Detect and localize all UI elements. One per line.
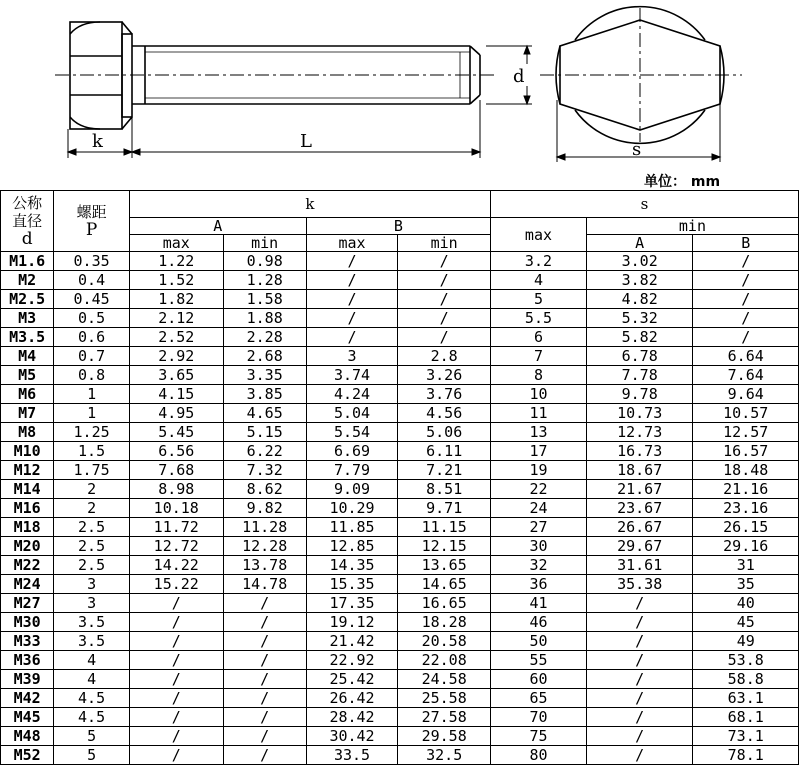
cell-s-min-b: 45 bbox=[693, 613, 799, 632]
cell-k-a-max: 2.52 bbox=[129, 328, 223, 347]
cell-k-b-max: 7.79 bbox=[306, 461, 398, 480]
table-row bbox=[1, 613, 799, 632]
cell-s-min-b: 35 bbox=[693, 575, 799, 594]
cell-s-min-b: 29.16 bbox=[693, 537, 799, 556]
cell-k-a-max: 3.65 bbox=[129, 366, 223, 385]
cell-k-a-min: 1.28 bbox=[223, 271, 306, 290]
cell-k-b-min: 7.21 bbox=[398, 461, 491, 480]
cell-s-max: 55 bbox=[491, 651, 587, 670]
cell-k-b-min: 2.8 bbox=[398, 347, 491, 366]
cell-k-a-max: 1.22 bbox=[129, 252, 223, 271]
cell-k-b-min: 8.51 bbox=[398, 480, 491, 499]
table-row bbox=[1, 328, 799, 347]
cell-k-a-max: 2.12 bbox=[129, 309, 223, 328]
cell-s-min-a: 12.73 bbox=[586, 423, 693, 442]
cell-s-min-a: 5.82 bbox=[586, 328, 693, 347]
cell-s-min-a: 16.73 bbox=[586, 442, 693, 461]
cell-k-a-min: 1.58 bbox=[223, 290, 306, 309]
cell-s-max: 24 bbox=[491, 499, 587, 518]
cell-s-min-a: / bbox=[586, 613, 693, 632]
cell-s-max: 70 bbox=[491, 708, 587, 727]
cell-k-a-min: 14.78 bbox=[223, 575, 306, 594]
cell-k-b-min: 16.65 bbox=[398, 594, 491, 613]
cell-k-a-min: 2.28 bbox=[223, 328, 306, 347]
cell-s-min-b: 26.15 bbox=[693, 518, 799, 537]
cell-d: M7 bbox=[1, 404, 54, 423]
cell-k-b-min: 18.28 bbox=[398, 613, 491, 632]
cell-k-a-min: 4.65 bbox=[223, 404, 306, 423]
cell-pitch: 2.5 bbox=[54, 518, 130, 537]
table-row bbox=[1, 537, 799, 556]
cell-k-a-max: 5.45 bbox=[129, 423, 223, 442]
label-k: k bbox=[92, 131, 103, 152]
cell-s-max: 17 bbox=[491, 442, 587, 461]
header-s-min: min bbox=[586, 218, 798, 235]
table-row bbox=[1, 518, 799, 537]
cell-k-b-max: 30.42 bbox=[306, 727, 398, 746]
cell-pitch: 3 bbox=[54, 594, 130, 613]
cell-s-min-b: 40 bbox=[693, 594, 799, 613]
cell-d: M18 bbox=[1, 518, 54, 537]
cell-k-b-min: 3.76 bbox=[398, 385, 491, 404]
header-k-b-min: min bbox=[398, 235, 491, 252]
header-nominal bbox=[1, 191, 54, 252]
cell-s-min-a: 10.73 bbox=[586, 404, 693, 423]
table-header bbox=[1, 191, 799, 252]
table-row bbox=[1, 651, 799, 670]
cell-k-b-min: 9.71 bbox=[398, 499, 491, 518]
cell-s-min-a: 9.78 bbox=[586, 385, 693, 404]
header-k-b-max: max bbox=[306, 235, 398, 252]
cell-s-min-b: 10.57 bbox=[693, 404, 799, 423]
header-k-a-min: min bbox=[223, 235, 306, 252]
cell-pitch: 1.25 bbox=[54, 423, 130, 442]
header-pitch-label: 螺距 bbox=[76, 203, 107, 221]
cell-k-a-min: 6.22 bbox=[223, 442, 306, 461]
header-s: s bbox=[491, 191, 799, 218]
cell-d: M36 bbox=[1, 651, 54, 670]
cell-s-max: 50 bbox=[491, 632, 587, 651]
table-row bbox=[1, 632, 799, 651]
cell-k-a-max: / bbox=[129, 594, 223, 613]
cell-d: M3 bbox=[1, 309, 54, 328]
cell-k-b-max: 5.04 bbox=[306, 404, 398, 423]
cell-k-b-max: 6.69 bbox=[306, 442, 398, 461]
cell-k-b-min: 5.06 bbox=[398, 423, 491, 442]
cell-s-max: 36 bbox=[491, 575, 587, 594]
cell-s-max: 10 bbox=[491, 385, 587, 404]
cell-d: M8 bbox=[1, 423, 54, 442]
cell-k-b-min: 27.58 bbox=[398, 708, 491, 727]
table-row bbox=[1, 442, 799, 461]
table-row bbox=[1, 556, 799, 575]
cell-s-min-a: / bbox=[586, 594, 693, 613]
cell-s-min-a: 29.67 bbox=[586, 537, 693, 556]
header-s-min-b: B bbox=[693, 235, 799, 252]
cell-pitch: 4 bbox=[54, 670, 130, 689]
cell-k-a-max: 1.82 bbox=[129, 290, 223, 309]
cell-k-a-min: 3.85 bbox=[223, 385, 306, 404]
cell-pitch: 0.4 bbox=[54, 271, 130, 290]
cell-pitch: 1 bbox=[54, 404, 130, 423]
cell-d: M27 bbox=[1, 594, 54, 613]
cell-s-max: 5 bbox=[491, 290, 587, 309]
cell-k-b-min: / bbox=[398, 252, 491, 271]
cell-d: M33 bbox=[1, 632, 54, 651]
table-row bbox=[1, 480, 799, 499]
cell-d: M24 bbox=[1, 575, 54, 594]
cell-k-a-min: / bbox=[223, 613, 306, 632]
table-row bbox=[1, 499, 799, 518]
label-L: L bbox=[300, 131, 312, 152]
table-row bbox=[1, 423, 799, 442]
cell-d: M42 bbox=[1, 689, 54, 708]
cell-pitch: 2 bbox=[54, 499, 130, 518]
cell-s-min-b: / bbox=[693, 328, 799, 347]
cell-k-b-max: 33.5 bbox=[306, 746, 398, 765]
table-row bbox=[1, 366, 799, 385]
cell-s-max: 41 bbox=[491, 594, 587, 613]
cell-k-b-max: 21.42 bbox=[306, 632, 398, 651]
cell-k-a-max: 12.72 bbox=[129, 537, 223, 556]
cell-k-b-min: 25.58 bbox=[398, 689, 491, 708]
cell-s-min-b: 49 bbox=[693, 632, 799, 651]
cell-k-b-max: 15.35 bbox=[306, 575, 398, 594]
table-body bbox=[1, 252, 799, 765]
cell-k-b-min: 6.11 bbox=[398, 442, 491, 461]
table-row bbox=[1, 594, 799, 613]
cell-k-a-max: 6.56 bbox=[129, 442, 223, 461]
cell-k-b-max: 12.85 bbox=[306, 537, 398, 556]
cell-pitch: 5 bbox=[54, 727, 130, 746]
cell-pitch: 0.45 bbox=[54, 290, 130, 309]
cell-k-a-min: 3.35 bbox=[223, 366, 306, 385]
cell-k-a-min: 5.15 bbox=[223, 423, 306, 442]
cell-k-a-max: / bbox=[129, 632, 223, 651]
cell-s-min-a: 5.32 bbox=[586, 309, 693, 328]
cell-s-min-b: / bbox=[693, 271, 799, 290]
cell-k-b-min: 4.56 bbox=[398, 404, 491, 423]
cell-k-a-max: 8.98 bbox=[129, 480, 223, 499]
cell-k-b-max: 10.29 bbox=[306, 499, 398, 518]
table-row bbox=[1, 404, 799, 423]
cell-k-b-max: 26.42 bbox=[306, 689, 398, 708]
cell-k-a-max: 14.22 bbox=[129, 556, 223, 575]
cell-s-min-b: 21.16 bbox=[693, 480, 799, 499]
cell-d: M14 bbox=[1, 480, 54, 499]
cell-k-b-max: 11.85 bbox=[306, 518, 398, 537]
cell-s-max: 7 bbox=[491, 347, 587, 366]
cell-s-min-b: 7.64 bbox=[693, 366, 799, 385]
cell-k-a-max: 2.92 bbox=[129, 347, 223, 366]
cell-d: M5 bbox=[1, 366, 54, 385]
cell-d: M2 bbox=[1, 271, 54, 290]
cell-pitch: 3 bbox=[54, 575, 130, 594]
cell-s-min-a: / bbox=[586, 651, 693, 670]
header-s-min-a: A bbox=[586, 235, 693, 252]
cell-d: M3.5 bbox=[1, 328, 54, 347]
cell-d: M39 bbox=[1, 670, 54, 689]
header-pitch bbox=[54, 191, 130, 252]
cell-k-a-max: 10.18 bbox=[129, 499, 223, 518]
cell-k-a-min: 1.88 bbox=[223, 309, 306, 328]
cell-s-min-a: 6.78 bbox=[586, 347, 693, 366]
table-row bbox=[1, 708, 799, 727]
cell-k-a-min: / bbox=[223, 670, 306, 689]
cell-k-a-max: / bbox=[129, 613, 223, 632]
cell-k-b-min: 32.5 bbox=[398, 746, 491, 765]
cell-pitch: 0.7 bbox=[54, 347, 130, 366]
cell-s-min-b: 9.64 bbox=[693, 385, 799, 404]
cell-k-a-min: / bbox=[223, 689, 306, 708]
cell-s-max: 3.2 bbox=[491, 252, 587, 271]
cell-s-min-b: 58.8 bbox=[693, 670, 799, 689]
cell-pitch: 3.5 bbox=[54, 613, 130, 632]
cell-k-b-min: 13.65 bbox=[398, 556, 491, 575]
cell-d: M10 bbox=[1, 442, 54, 461]
cell-k-b-max: / bbox=[306, 252, 398, 271]
cell-pitch: 4 bbox=[54, 651, 130, 670]
cell-d: M2.5 bbox=[1, 290, 54, 309]
cell-k-a-max: / bbox=[129, 651, 223, 670]
cell-pitch: 5 bbox=[54, 746, 130, 765]
cell-s-min-a: / bbox=[586, 670, 693, 689]
cell-s-max: 4 bbox=[491, 271, 587, 290]
cell-s-min-b: / bbox=[693, 252, 799, 271]
cell-d: M22 bbox=[1, 556, 54, 575]
cell-s-min-a: / bbox=[586, 632, 693, 651]
cell-k-a-max: 15.22 bbox=[129, 575, 223, 594]
cell-d: M30 bbox=[1, 613, 54, 632]
cell-pitch: 1 bbox=[54, 385, 130, 404]
cell-d: M16 bbox=[1, 499, 54, 518]
bolt-drawing bbox=[0, 0, 800, 190]
cell-k-a-max: / bbox=[129, 689, 223, 708]
cell-k-b-min: 12.15 bbox=[398, 537, 491, 556]
cell-s-min-a: 3.02 bbox=[586, 252, 693, 271]
cell-k-b-min: 20.58 bbox=[398, 632, 491, 651]
cell-k-b-max: 22.92 bbox=[306, 651, 398, 670]
label-s: s bbox=[632, 139, 642, 160]
header-s-max: max bbox=[491, 218, 587, 252]
cell-s-min-a: 31.61 bbox=[586, 556, 693, 575]
table-row bbox=[1, 575, 799, 594]
cell-s-min-a: / bbox=[586, 689, 693, 708]
cell-s-max: 80 bbox=[491, 746, 587, 765]
cell-k-a-min: 9.82 bbox=[223, 499, 306, 518]
cell-s-min-b: / bbox=[693, 290, 799, 309]
cell-k-b-max: 3.74 bbox=[306, 366, 398, 385]
cell-k-b-min: 24.58 bbox=[398, 670, 491, 689]
cell-k-a-min: / bbox=[223, 632, 306, 651]
cell-s-min-a: / bbox=[586, 708, 693, 727]
cell-k-a-max: / bbox=[129, 670, 223, 689]
cell-k-b-max: 19.12 bbox=[306, 613, 398, 632]
table-row bbox=[1, 746, 799, 765]
unit-note: 单位： mm bbox=[644, 174, 721, 190]
cell-s-min-a: 7.78 bbox=[586, 366, 693, 385]
cell-s-min-a: 26.67 bbox=[586, 518, 693, 537]
table-row bbox=[1, 271, 799, 290]
table-row bbox=[1, 689, 799, 708]
cell-k-b-max: 28.42 bbox=[306, 708, 398, 727]
cell-s-min-b: 53.8 bbox=[693, 651, 799, 670]
cell-s-min-b: / bbox=[693, 309, 799, 328]
cell-k-b-min: 11.15 bbox=[398, 518, 491, 537]
cell-pitch: 0.5 bbox=[54, 309, 130, 328]
cell-s-max: 8 bbox=[491, 366, 587, 385]
cell-pitch: 0.8 bbox=[54, 366, 130, 385]
cell-s-max: 46 bbox=[491, 613, 587, 632]
table-row bbox=[1, 385, 799, 404]
cell-k-a-min: / bbox=[223, 727, 306, 746]
cell-pitch: 2.5 bbox=[54, 556, 130, 575]
cell-s-max: 6 bbox=[491, 328, 587, 347]
cell-s-min-a: 35.38 bbox=[586, 575, 693, 594]
table-row bbox=[1, 670, 799, 689]
cell-s-min-b: 68.1 bbox=[693, 708, 799, 727]
cell-k-a-min: 8.62 bbox=[223, 480, 306, 499]
cell-s-max: 27 bbox=[491, 518, 587, 537]
cell-k-a-min: 0.98 bbox=[223, 252, 306, 271]
header-pitch-symbol: P bbox=[85, 220, 98, 240]
header-k-a: A bbox=[129, 218, 306, 235]
cell-k-b-max: / bbox=[306, 309, 398, 328]
cell-k-b-max: 4.24 bbox=[306, 385, 398, 404]
cell-pitch: 4.5 bbox=[54, 708, 130, 727]
cell-k-b-max: 14.35 bbox=[306, 556, 398, 575]
table-row bbox=[1, 309, 799, 328]
cell-k-a-min: / bbox=[223, 651, 306, 670]
cell-k-a-max: 4.15 bbox=[129, 385, 223, 404]
header-k-a-max: max bbox=[129, 235, 223, 252]
cell-pitch: 2 bbox=[54, 480, 130, 499]
cell-s-min-b: 63.1 bbox=[693, 689, 799, 708]
cell-s-min-b: 31 bbox=[693, 556, 799, 575]
cell-s-min-a: 18.67 bbox=[586, 461, 693, 480]
label-d: d bbox=[513, 66, 525, 87]
cell-pitch: 0.35 bbox=[54, 252, 130, 271]
cell-k-a-min: / bbox=[223, 708, 306, 727]
cell-d: M1.6 bbox=[1, 252, 54, 271]
cell-d: M6 bbox=[1, 385, 54, 404]
table-row bbox=[1, 252, 799, 271]
cell-k-a-min: / bbox=[223, 746, 306, 765]
header-k-b: B bbox=[306, 218, 490, 235]
cell-k-a-min: 12.28 bbox=[223, 537, 306, 556]
header-nominal-symbol: d bbox=[21, 229, 33, 249]
cell-k-b-max: 5.54 bbox=[306, 423, 398, 442]
table-row bbox=[1, 290, 799, 309]
spec-table bbox=[0, 190, 799, 765]
cell-d: M12 bbox=[1, 461, 54, 480]
cell-s-min-b: 23.16 bbox=[693, 499, 799, 518]
cell-s-max: 60 bbox=[491, 670, 587, 689]
cell-k-a-max: / bbox=[129, 746, 223, 765]
cell-s-max: 65 bbox=[491, 689, 587, 708]
cell-d: M48 bbox=[1, 727, 54, 746]
cell-s-min-a: / bbox=[586, 746, 693, 765]
cell-d: M45 bbox=[1, 708, 54, 727]
cell-k-b-max: 9.09 bbox=[306, 480, 398, 499]
cell-k-a-min: 2.68 bbox=[223, 347, 306, 366]
cell-k-a-min: 13.78 bbox=[223, 556, 306, 575]
cell-s-max: 11 bbox=[491, 404, 587, 423]
cell-s-min-b: 16.57 bbox=[693, 442, 799, 461]
cell-k-a-max: / bbox=[129, 708, 223, 727]
cell-k-b-min: / bbox=[398, 290, 491, 309]
cell-k-b-max: / bbox=[306, 290, 398, 309]
cell-k-a-max: 7.68 bbox=[129, 461, 223, 480]
cell-s-max: 32 bbox=[491, 556, 587, 575]
cell-s-min-b: 78.1 bbox=[693, 746, 799, 765]
cell-s-min-a: 21.67 bbox=[586, 480, 693, 499]
table-row bbox=[1, 727, 799, 746]
table-row bbox=[1, 347, 799, 366]
cell-k-a-max: 1.52 bbox=[129, 271, 223, 290]
cell-k-b-min: / bbox=[398, 328, 491, 347]
header-nominal-label: 公称 直径 bbox=[12, 194, 43, 230]
cell-pitch: 3.5 bbox=[54, 632, 130, 651]
cell-s-max: 5.5 bbox=[491, 309, 587, 328]
cell-s-min-a: 4.82 bbox=[586, 290, 693, 309]
cell-k-a-max: / bbox=[129, 727, 223, 746]
cell-d: M4 bbox=[1, 347, 54, 366]
cell-s-min-b: 18.48 bbox=[693, 461, 799, 480]
cell-s-min-a: 23.67 bbox=[586, 499, 693, 518]
cell-k-b-min: 29.58 bbox=[398, 727, 491, 746]
cell-k-b-min: / bbox=[398, 309, 491, 328]
cell-k-b-min: 22.08 bbox=[398, 651, 491, 670]
cell-s-min-b: 6.64 bbox=[693, 347, 799, 366]
cell-s-max: 22 bbox=[491, 480, 587, 499]
cell-k-b-min: 3.26 bbox=[398, 366, 491, 385]
cell-s-max: 13 bbox=[491, 423, 587, 442]
cell-pitch: 0.6 bbox=[54, 328, 130, 347]
cell-d: M20 bbox=[1, 537, 54, 556]
cell-k-b-max: 3 bbox=[306, 347, 398, 366]
cell-k-b-max: / bbox=[306, 328, 398, 347]
cell-k-b-min: 14.65 bbox=[398, 575, 491, 594]
cell-pitch: 1.75 bbox=[54, 461, 130, 480]
cell-pitch: 4.5 bbox=[54, 689, 130, 708]
cell-k-a-max: 4.95 bbox=[129, 404, 223, 423]
cell-s-min-b: 12.57 bbox=[693, 423, 799, 442]
cell-k-b-max: 17.35 bbox=[306, 594, 398, 613]
cell-k-a-min: 7.32 bbox=[223, 461, 306, 480]
cell-k-a-min: / bbox=[223, 594, 306, 613]
cell-k-b-max: / bbox=[306, 271, 398, 290]
cell-k-b-min: / bbox=[398, 271, 491, 290]
cell-s-min-a: 3.82 bbox=[586, 271, 693, 290]
cell-s-min-b: 73.1 bbox=[693, 727, 799, 746]
table-row bbox=[1, 461, 799, 480]
cell-s-max: 75 bbox=[491, 727, 587, 746]
cell-k-a-min: 11.28 bbox=[223, 518, 306, 537]
cell-s-min-a: / bbox=[586, 727, 693, 746]
cell-pitch: 1.5 bbox=[54, 442, 130, 461]
cell-d: M52 bbox=[1, 746, 54, 765]
cell-pitch: 2.5 bbox=[54, 537, 130, 556]
cell-s-max: 19 bbox=[491, 461, 587, 480]
cell-k-b-max: 25.42 bbox=[306, 670, 398, 689]
cell-s-max: 30 bbox=[491, 537, 587, 556]
header-k: k bbox=[129, 191, 490, 218]
cell-k-a-max: 11.72 bbox=[129, 518, 223, 537]
